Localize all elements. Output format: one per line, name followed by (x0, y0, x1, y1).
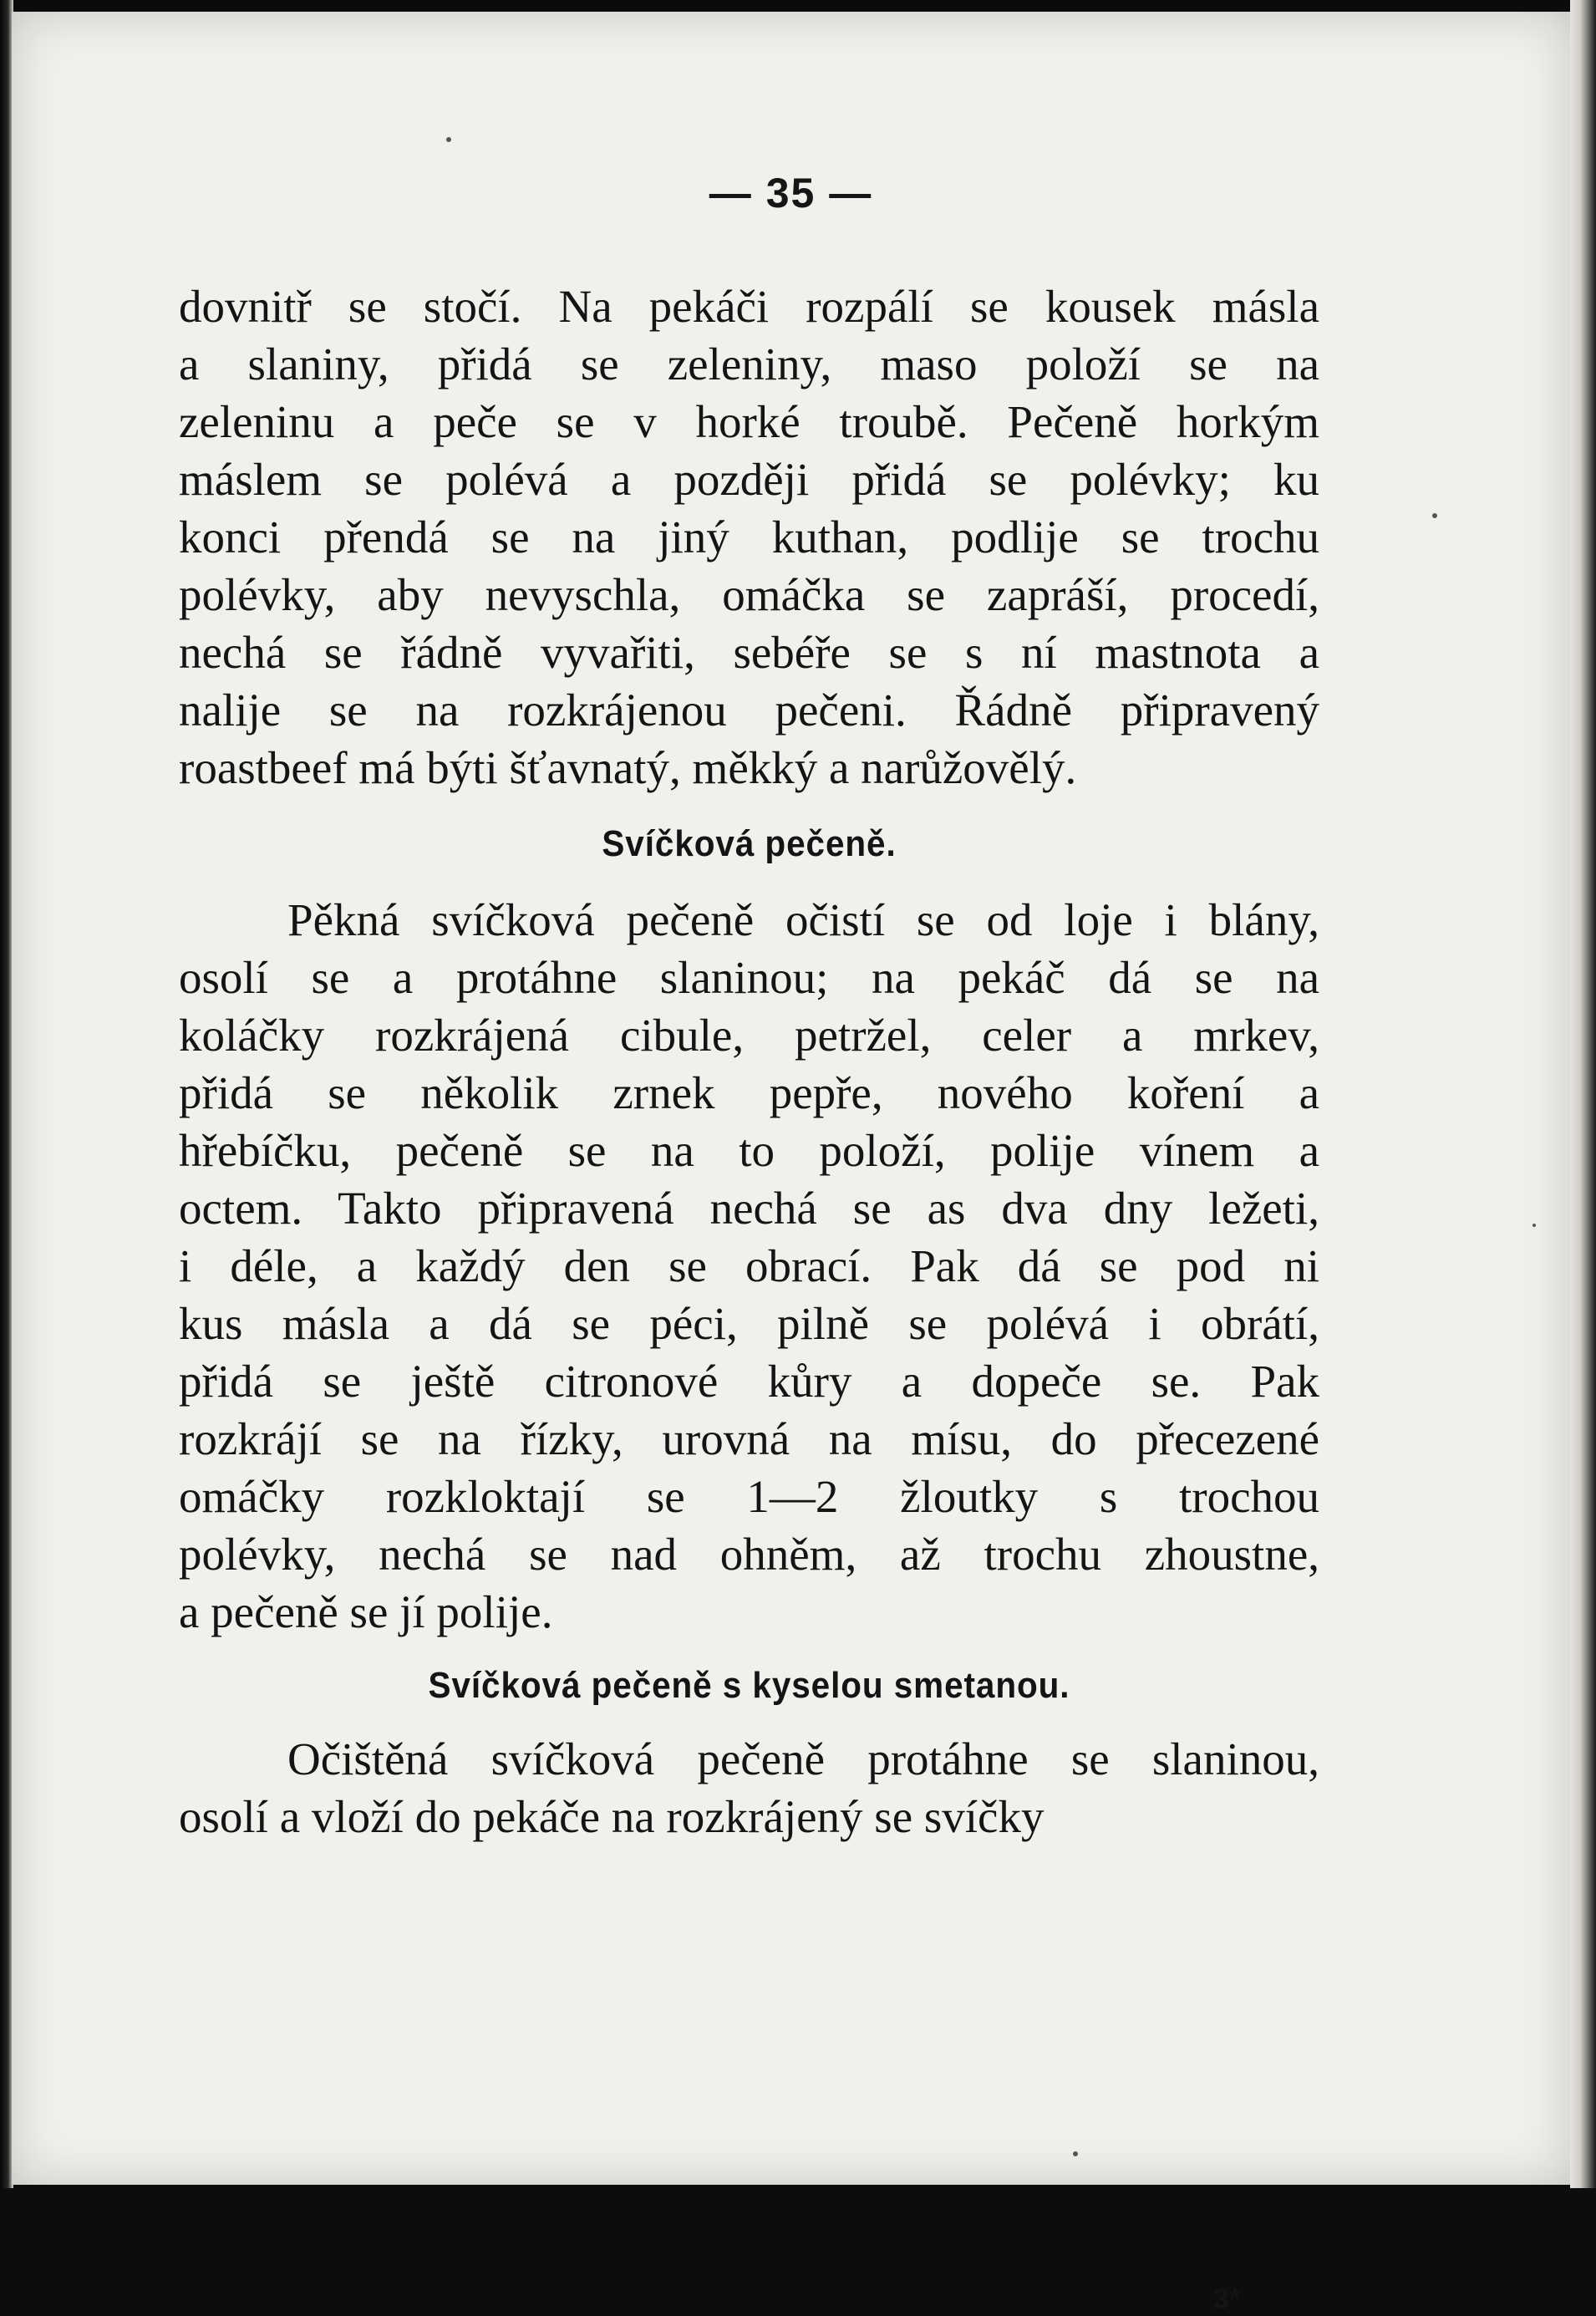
page-number: — 35 — (709, 170, 873, 216)
text-line: přidá se několik zrnek pepře, nového koření a (179, 1067, 1319, 1118)
signature-mark-visible: 3* (1213, 2283, 1241, 2315)
text-line: osolí se a protáhne slaninou; na pekáč dá se na (179, 952, 1319, 1003)
text-line: Očištěná svíčková pečeně protáhne se slaninou, (287, 1733, 1319, 1784)
text-line: octem. Takto připravená nechá se as dva dny ležeti, (179, 1183, 1319, 1234)
text-line: nalije se na rozkrájenou pečeni. Řádně připravený (179, 685, 1319, 736)
text-line: máslem se polévá a později přidá se polévky; ku (179, 454, 1319, 505)
text-line: nechá se řádně vyvařiti, sebéře se s ní mastnota a (179, 627, 1319, 678)
text-block (179, 277, 1319, 1845)
text-line: roastbeef má býti šťavnatý, měkký a narůžovělý. (179, 742, 1077, 793)
text-line: Pěkná svíčková pečeně očistí se od loje i blány, (287, 894, 1319, 945)
text-line: omáčky rozkloktají se 1—2 žloutky s trochou (179, 1471, 1319, 1522)
heading-svickova: Svíčková pečeně. (602, 823, 897, 864)
text-line: zeleninu a peče se v horké troubě. Pečeně horkým (179, 396, 1319, 447)
paragraph-svickova-smetana (179, 1730, 1319, 1845)
text-line: a pečeně se jí polije. (179, 1586, 553, 1637)
text-line: polévky, nechá se nad ohněm, až trochu zhoustne, (179, 1529, 1319, 1580)
paragraph-svickova (179, 891, 1319, 1641)
text-line: rozkrájí se na řízky, urovná na mísu, do přecezené (179, 1413, 1319, 1464)
text-line: konci přendá se na jiný kuthan, podlije se trochu (179, 512, 1319, 562)
text-line: osolí a vloží do pekáče na rozkrájený se svíčky (179, 1791, 1045, 1842)
text-line: koláčky rozkrájená cibule, petržel, celer a mrkev, (179, 1010, 1319, 1061)
text-line: hřebíčku, pečeně se na to položí, polije vínem a (179, 1125, 1319, 1176)
text-line: přidá se ještě citronové kůry a dopeče se. Pak (179, 1356, 1319, 1407)
paragraph-roastbeef (179, 277, 1319, 797)
text-line: i déle, a každý den se obrací. Pak dá se pod ni (179, 1240, 1319, 1291)
heading-svickova-smetana: Svíčková pečeně s kyselou smetanou. (428, 1665, 1070, 1706)
text-line: polévky, aby nevyschla, omáčka se zapráší, procedí, (179, 569, 1319, 620)
text-line: kus másla a dá se péci, pilně se polévá i obrátí, (179, 1298, 1319, 1349)
page-sheet (12, 12, 1570, 2185)
text-line: a slaniny, přidá se zeleniny, maso položí se na (179, 338, 1319, 389)
right-page-edge (1570, 0, 1596, 2188)
text-line: dovnitř se stočí. Na pekáči rozpálí se kousek másla (179, 281, 1319, 332)
